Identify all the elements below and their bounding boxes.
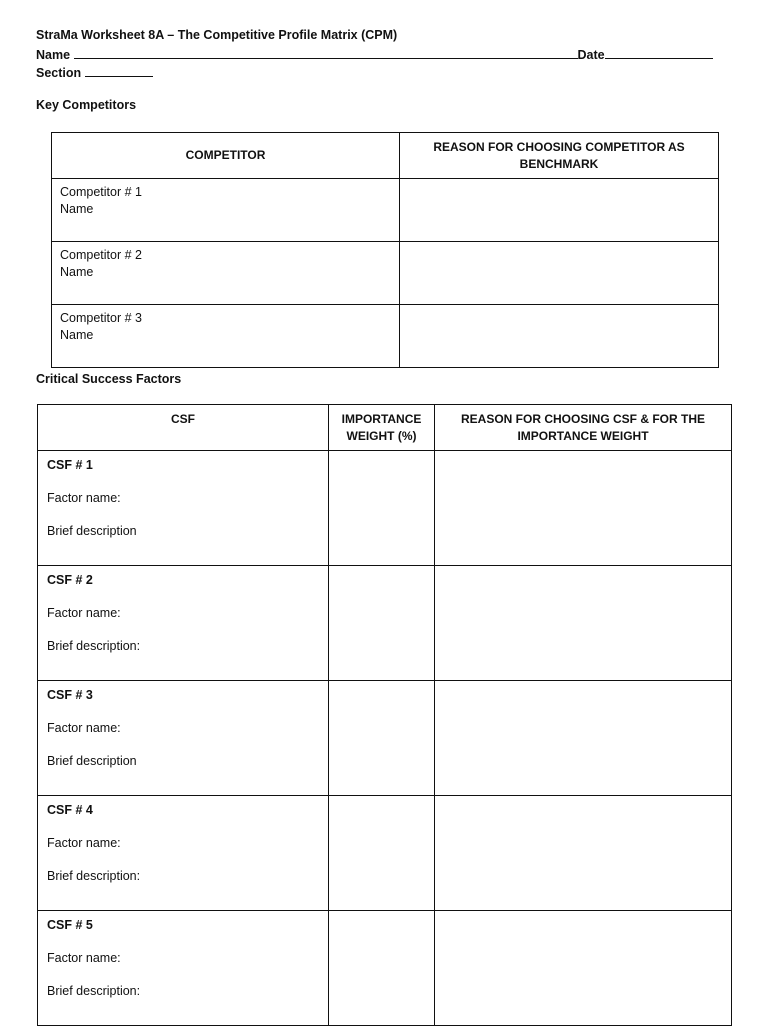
brief-description-label: Brief description [47, 754, 137, 768]
date-field[interactable] [605, 46, 713, 59]
csf-reason-cell[interactable] [435, 796, 732, 911]
competitors-header-row [52, 133, 719, 179]
reason-cell[interactable] [400, 242, 719, 305]
factor-name-label: Factor name: [47, 951, 121, 965]
csf-cell[interactable] [38, 796, 329, 911]
name-field[interactable] [74, 46, 578, 59]
competitor-name-label: Name [60, 202, 94, 216]
competitor-row [52, 242, 719, 305]
csf-cell[interactable] [38, 681, 329, 796]
importance-weight-cell[interactable] [329, 451, 435, 566]
reason-cell[interactable] [400, 179, 719, 242]
csf-cell[interactable] [38, 566, 329, 681]
competitor-name-label: Name [60, 328, 94, 342]
importance-weight-cell[interactable] [329, 796, 435, 911]
csf-reason-cell[interactable] [435, 451, 732, 566]
competitors-table [51, 132, 719, 368]
name-label: Name [36, 48, 74, 62]
csf-reason-cell[interactable] [435, 911, 732, 1026]
csf-row [38, 451, 732, 566]
competitor-number: Competitor # 1 [60, 185, 142, 199]
date-label: Date [577, 48, 605, 62]
reason-cell[interactable] [400, 305, 719, 368]
csf-reason-cell[interactable] [435, 681, 732, 796]
csf-row [38, 681, 732, 796]
csf-table [37, 404, 732, 1026]
importance-weight-column-header: IMPORTANCE WEIGHT (%) [329, 405, 435, 451]
competitor-cell[interactable] [52, 305, 400, 368]
factor-name-label: Factor name: [47, 606, 121, 620]
csf-number: CSF # 4 [47, 803, 93, 817]
brief-description-label: Brief description: [47, 984, 141, 998]
competitor-column-header: COMPETITOR [52, 133, 400, 179]
importance-weight-cell[interactable] [329, 911, 435, 1026]
reason-column-header: REASON FOR CHOOSING COMPETITOR AS BENCHMARK [400, 133, 719, 179]
competitor-number: Competitor # 2 [60, 248, 142, 262]
competitor-row [52, 305, 719, 368]
csf-row [38, 796, 732, 911]
csf-column-header: CSF [38, 405, 329, 451]
competitor-row [52, 179, 719, 242]
worksheet-title: StraMa Worksheet 8A – The Competitive Profile Matrix (CPM) [36, 28, 398, 42]
competitor-name-label: Name [60, 265, 94, 279]
factor-name-label: Factor name: [47, 836, 121, 850]
csf-number: CSF # 1 [47, 458, 93, 472]
csf-cell[interactable] [38, 911, 329, 1026]
brief-description-label: Brief description: [47, 869, 141, 883]
section-line [36, 64, 153, 80]
csf-reason-cell[interactable] [435, 566, 732, 681]
csf-header-row [38, 405, 732, 451]
factor-name-label: Factor name: [47, 721, 121, 735]
csf-row [38, 911, 732, 1026]
competitor-cell[interactable] [52, 179, 400, 242]
competitor-number: Competitor # 3 [60, 311, 142, 325]
csf-number: CSF # 3 [47, 688, 93, 702]
csf-reason-column-header: REASON FOR CHOOSING CSF & FOR THE IMPORTANCE WEIGHT [435, 405, 732, 451]
importance-weight-cell[interactable] [329, 566, 435, 681]
section-label: Section [36, 66, 85, 80]
key-competitors-heading: Key Competitors [36, 98, 137, 112]
csf-number: CSF # 5 [47, 918, 93, 932]
importance-weight-cell[interactable] [329, 681, 435, 796]
brief-description-label: Brief description [47, 524, 137, 538]
csf-cell[interactable] [38, 451, 329, 566]
competitor-cell[interactable] [52, 242, 400, 305]
brief-description-label: Brief description: [47, 639, 141, 653]
critical-success-factors-heading: Critical Success Factors [36, 372, 182, 386]
csf-number: CSF # 2 [47, 573, 93, 587]
section-field[interactable] [85, 64, 153, 77]
factor-name-label: Factor name: [47, 491, 121, 505]
csf-row [38, 566, 732, 681]
name-date-line [36, 46, 713, 62]
